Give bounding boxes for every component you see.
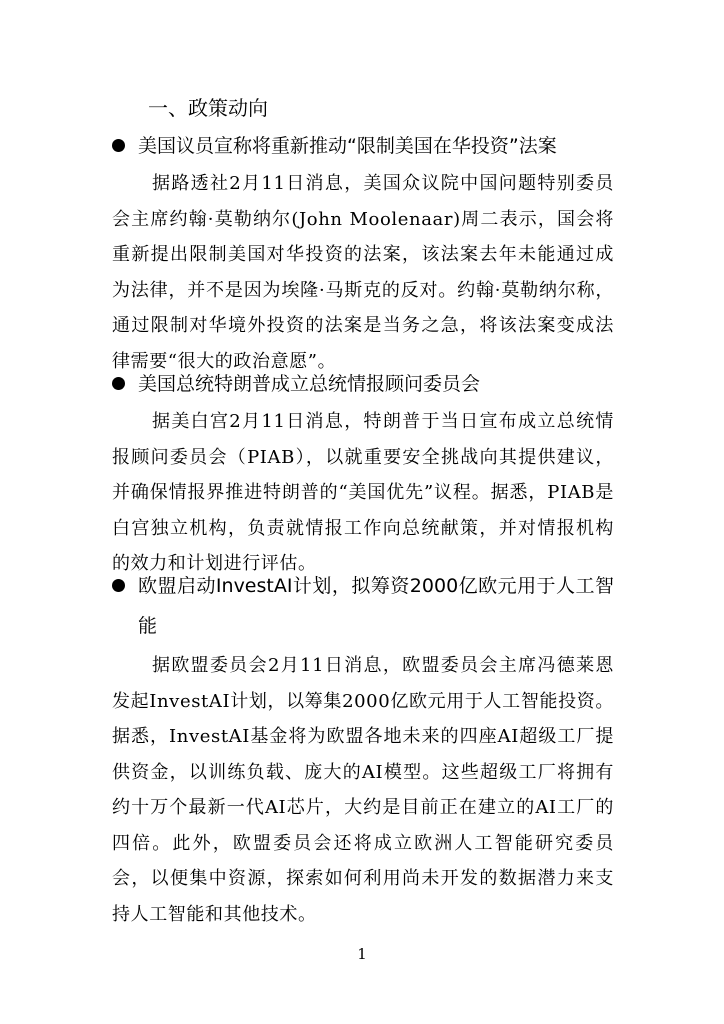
- news-item-us-investment-bill: [0, 126, 724, 379]
- news-item-investai: [0, 566, 724, 932]
- item-body: 据美白宫2月11日消息，特朗普于当日宣布成立总统情报顾问委员会（PIAB），以就重要安全挑战向其提供建议，并确保情报界推进特朗普的“美国优先”议程。据悉，PIAB是白宫独立机构，负责就情报工作向总统献策，并对情报机构的效力和计划进行评估。: [112, 411, 614, 574]
- page-number: 1: [357, 945, 367, 963]
- item-heading: [112, 364, 614, 404]
- item-body: 据欧盟委员会2月11日消息，欧盟委员会主席冯德莱恩发起InvestAI计划，以筹集2000亿欧元用于人工智能投资。据悉，InvestAI基金将为欧盟各地未来的四座AI超级工厂提供资金，以训练负载、庞大的AI模型。这些超级工厂将拥有约十万个最新一代AI芯片，大约是目前正在建立的AI工厂的四倍。此外，欧盟委员会还将成立欧洲人工智能研究委员会，以便集中资源，探索如何利用尚未开发的数据潜力来支持人工智能和其他技术。: [112, 655, 614, 925]
- bullet-icon: [112, 377, 125, 390]
- bullet-icon: [112, 139, 125, 152]
- section-heading: 一、政策动向: [148, 96, 268, 120]
- item-heading-text: 欧盟启动InvestAI计划，拟筹资2000亿欧元用于人工智能: [138, 575, 614, 637]
- item-heading-text: 美国总统特朗普成立总统情报顾问委员会: [138, 373, 481, 395]
- bullet-icon: [112, 579, 125, 592]
- item-body: 据路透社2月11日消息，美国众议院中国问题特别委员会主席约翰·莫勒纳尔(John Moolenaar)周二表示，国会将重新提出限制美国对华投资的法案，该法案去年未能通过成为法律，并不是因为埃隆·马斯克的反对。约翰·莫勒纳尔称，通过限制对华境外投资的法案是当务之急，将该法案变成法律需要“很大的政治意愿”。: [112, 173, 614, 372]
- item-heading: [112, 126, 614, 166]
- item-heading-text: 美国议员宣称将重新推动“限制美国在华投资”法案: [138, 135, 557, 157]
- item-heading: [112, 566, 614, 646]
- news-item-piab: [0, 364, 724, 582]
